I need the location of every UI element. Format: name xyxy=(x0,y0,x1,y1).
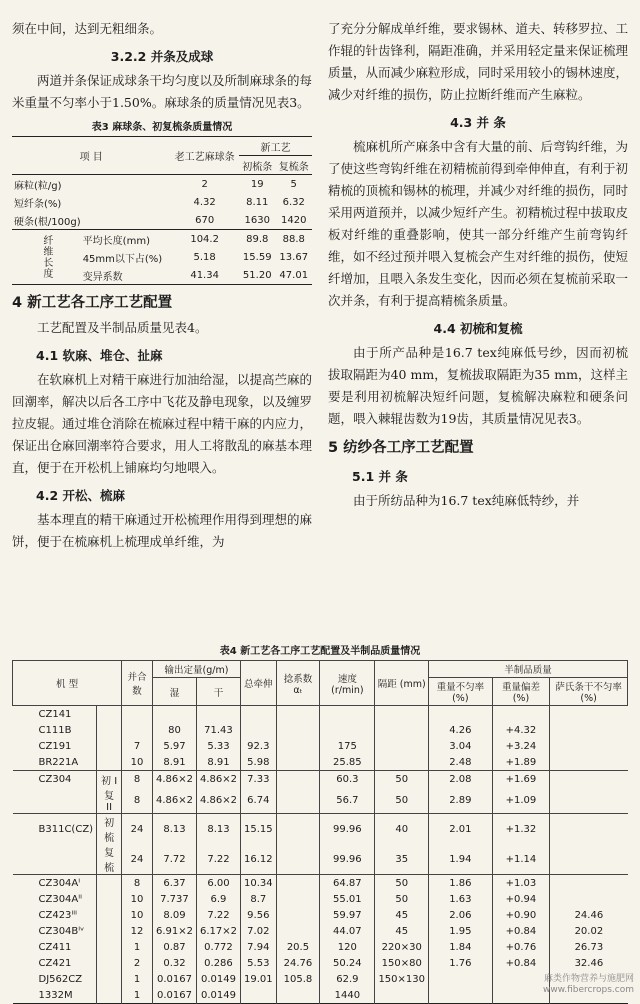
table-cell: 88.8 xyxy=(282,233,305,245)
table-cell: 6.91×2 xyxy=(152,923,196,939)
table-cell: 20.5 xyxy=(276,939,320,955)
table-cell: 8.7 xyxy=(240,891,276,907)
table-cell xyxy=(276,706,320,723)
table-cell: 104.2 xyxy=(190,233,219,245)
table-cell: CZ141 xyxy=(38,708,72,720)
table-cell xyxy=(375,722,429,738)
table-4-header-wet: 湿 xyxy=(152,678,196,706)
table-cell: 2.08 xyxy=(429,771,493,788)
table-cell: 60.3 xyxy=(320,771,375,788)
table-cell xyxy=(97,923,122,939)
table-3 xyxy=(12,136,312,285)
table-cell: 7.02 xyxy=(240,923,276,939)
table-cell: 55.01 xyxy=(320,891,375,907)
table-row xyxy=(13,971,628,987)
table-cell xyxy=(240,987,276,1004)
table-cell: 5 xyxy=(290,178,297,190)
table-row xyxy=(13,787,628,814)
table-cell: 40 xyxy=(375,814,429,845)
table-cell xyxy=(97,875,122,892)
table-row xyxy=(13,955,628,971)
table-cell: 10 xyxy=(122,907,153,923)
table-3-caption: 表3 麻球条、初复梳条质量情况 xyxy=(91,122,233,133)
table-4-header-gauge: 隔距 (mm) xyxy=(375,661,429,706)
table-cell: 2 xyxy=(201,178,208,190)
paragraph: 须在中间，达到无粗细条。 xyxy=(12,21,163,36)
table-cell xyxy=(550,771,628,788)
table-cell xyxy=(550,875,628,892)
table-cell: 50.24 xyxy=(320,955,375,971)
table-cell: 56.7 xyxy=(320,787,375,814)
right-column xyxy=(328,18,628,516)
table-3-header-new-final: 复梳条 xyxy=(275,156,312,175)
table-cell xyxy=(492,987,550,1004)
table-cell: 10 xyxy=(122,754,153,771)
table-cell: CZ423ᴵᴵᴵ xyxy=(38,909,77,921)
table-cell: 7.22 xyxy=(196,844,240,875)
table-row xyxy=(13,875,628,892)
table-cell: 24.76 xyxy=(276,955,320,971)
table-3-header-old: 老工艺麻球条 xyxy=(170,137,239,175)
table-cell: 1 xyxy=(122,987,153,1004)
table-cell: 2 xyxy=(122,955,153,971)
table-cell: 8.91 xyxy=(152,754,196,771)
table-cell: 0.772 xyxy=(196,939,240,955)
table-cell: 99.96 xyxy=(320,844,375,875)
table-cell: 16.12 xyxy=(240,844,276,875)
table-cell: +4.32 xyxy=(492,722,550,738)
table-row xyxy=(13,706,628,723)
table-cell xyxy=(97,706,122,723)
table-cell: 7.94 xyxy=(240,939,276,955)
table-cell: CZ304 xyxy=(13,771,97,788)
table-cell xyxy=(550,787,628,814)
table-row xyxy=(13,907,628,923)
table-cell xyxy=(375,987,429,1004)
table-cell: 5.53 xyxy=(240,955,276,971)
table-cell: +0.84 xyxy=(492,955,550,971)
table-cell: 26.73 xyxy=(550,939,628,955)
table-cell xyxy=(550,844,628,875)
table-3-header-new-initial: 初梳条 xyxy=(239,156,275,175)
watermark-line-2: www.fibercrops.com xyxy=(543,985,634,995)
table-cell: 6.9 xyxy=(196,891,240,907)
table-cell xyxy=(276,771,320,788)
table-row xyxy=(13,722,628,738)
table-cell xyxy=(276,923,320,939)
table-cell: 71.43 xyxy=(196,722,240,738)
table-cell xyxy=(320,706,375,723)
table-cell: 1.76 xyxy=(429,955,493,971)
table-cell: 19 xyxy=(250,178,264,190)
table-cell: 5.98 xyxy=(240,754,276,771)
table-cell: +3.24 xyxy=(492,738,550,754)
table-cell: 24.46 xyxy=(550,907,628,923)
table-cell: 5.18 xyxy=(193,251,216,263)
table-cell xyxy=(97,987,122,1004)
table-cell: +0.90 xyxy=(492,907,550,923)
table-cell xyxy=(492,971,550,987)
section-heading-4-2: 4.2 开松、梳麻 xyxy=(36,488,125,503)
table-cell: 3.04 xyxy=(429,738,493,754)
table-cell xyxy=(276,754,320,771)
table-cell xyxy=(492,706,550,723)
table-4-header-weight-deviation: 重量偏差 (%) xyxy=(492,678,550,706)
table-cell xyxy=(276,787,320,814)
table-row xyxy=(13,939,628,955)
paragraph: 了充分分解成单纤维，要求锡林、道夫、转移罗拉、工作辊的针齿锋利，隔距准确，并采用轻定量来保证梳理质量，从而减少麻粒形成，同时采用较小的锡林速度，减少对纤维的损伤，防止拉断纤维而产生麻粒。 xyxy=(328,21,629,102)
table-cell: 1 xyxy=(122,971,153,987)
table-cell: 平均长度(mm) xyxy=(82,235,150,247)
table-cell: +0.84 xyxy=(492,923,550,939)
table-cell: 初梳 xyxy=(97,814,122,845)
table-4-header-machine: 机 型 xyxy=(13,661,122,706)
table-cell: 2.89 xyxy=(429,787,493,814)
table-cell: 670 xyxy=(195,214,215,226)
table-cell: +0.76 xyxy=(492,939,550,955)
table-cell xyxy=(375,738,429,754)
table-cell xyxy=(276,814,320,845)
table-cell xyxy=(97,738,122,754)
section-heading-4-3: 4.3 并 条 xyxy=(450,115,506,130)
table-cell: 8 xyxy=(122,771,153,788)
table-row xyxy=(13,814,628,845)
paragraph: 梳麻机所产麻条中含有大量的前、后弯钩纤维，为了使这些弯钩纤维在初精梳前得到牵伸伸直，有利于初精梳的顶梳和锡林的梳理，并减少对纤维的损伤，同时采用两道预并，以减少短纤产生。初精梳过程中拔取皮板对纤维的重叠影响，使其一部分纤维产生前弯钩纤维，如不经过预并喂入复梳会产生对纤维的损伤，使短纤增加，且喂入条发生变化，因而必须在复梳前采取一次并条，有利于提高精梳条质量。 xyxy=(328,139,629,308)
table-cell xyxy=(97,939,122,955)
table-cell: BR221A xyxy=(38,756,79,768)
table-4-header-twist: 捻系数 αₜ xyxy=(276,661,320,706)
table-cell: +1.14 xyxy=(492,844,550,875)
table-cell: 8.91 xyxy=(196,754,240,771)
table-cell: 8 xyxy=(122,787,153,814)
table-cell: 2.48 xyxy=(429,754,493,771)
table-cell xyxy=(97,907,122,923)
table-cell xyxy=(240,706,276,723)
paragraph: 两道并条保证成球条干均匀度以及所制麻球条的每米重量不匀率小于1.50%。麻球条的质量情况见表3。 xyxy=(12,73,313,110)
table-cell: 0.32 xyxy=(152,955,196,971)
table-cell: 0.286 xyxy=(196,955,240,971)
table-cell xyxy=(276,891,320,907)
table-cell: 24 xyxy=(122,844,153,875)
table-group-label: 纤维长度 xyxy=(40,235,52,279)
table-cell xyxy=(276,722,320,738)
table-cell: 64.87 xyxy=(320,875,375,892)
table-cell: 15.15 xyxy=(240,814,276,845)
table-cell: 1630 xyxy=(244,214,270,226)
table-cell: 7.737 xyxy=(152,891,196,907)
table-row xyxy=(13,987,628,1004)
table-cell xyxy=(97,754,122,771)
table-cell xyxy=(122,706,153,723)
table-4-header-uster-evenness: 萨氏条干不匀率(%) xyxy=(550,678,628,706)
table-4-header-quality: 半制品质量 xyxy=(429,661,628,678)
table-row xyxy=(12,175,312,194)
table-cell xyxy=(276,907,320,923)
table-3-header-new: 新工艺 xyxy=(239,137,312,156)
table-cell: 4.86×2 xyxy=(196,771,240,788)
table-row xyxy=(13,738,628,754)
paragraph: 由于所产品种是16.7 tex纯麻低号纱，因而初梳拔取隔距为40 mm，复梳拔取隔距为35 mm，这样主要是利用初梳解决短纤问题，复梳解决麻粒和硬条问题，喂入棘辊齿数为19齿，其质量情况见表3。 xyxy=(328,345,628,426)
table-4-caption: 表4 新工艺各工序工艺配置及半制品质量情况 xyxy=(219,646,421,657)
table-cell: 1332M xyxy=(38,989,73,1001)
table-cell: 50 xyxy=(375,771,429,788)
table-cell xyxy=(429,706,493,723)
table-cell: 5.97 xyxy=(152,738,196,754)
table-cell xyxy=(276,844,320,875)
table-cell: 1440 xyxy=(320,987,375,1004)
table-cell: CZ304Bᴵᵛ xyxy=(38,925,85,937)
table-cell: CZ304Aᴵᴵ xyxy=(38,893,82,905)
table-cell xyxy=(375,754,429,771)
table-cell xyxy=(550,754,628,771)
table-cell: CZ421 xyxy=(38,957,72,969)
table-cell: 44.07 xyxy=(320,923,375,939)
table-cell: 0.0149 xyxy=(196,971,240,987)
table-cell xyxy=(13,844,97,875)
table-cell: 32.46 xyxy=(550,955,628,971)
table-cell: 47.01 xyxy=(279,269,309,281)
table-cell xyxy=(320,722,375,738)
section-heading-5: 5 纺纱各工序工艺配置 xyxy=(328,440,474,456)
table-cell: 6.17×2 xyxy=(196,923,240,939)
table-row xyxy=(13,771,628,788)
table-cell: 19.01 xyxy=(240,971,276,987)
table-cell: 20.02 xyxy=(550,923,628,939)
table-cell: 0.0167 xyxy=(152,971,196,987)
table-cell: 7.72 xyxy=(152,844,196,875)
table-cell: 120 xyxy=(320,939,375,955)
table-3-header-item: 项 目 xyxy=(12,137,170,175)
paragraph: 工艺配置及半制品质量见表4。 xyxy=(37,320,208,335)
table-cell xyxy=(97,722,122,738)
table-cell: 复梳 xyxy=(97,844,122,875)
table-cell: 89.8 xyxy=(246,233,269,245)
table-4-header-draft: 总牵伸 xyxy=(240,661,276,706)
table-cell: C111B xyxy=(38,724,72,736)
table-row xyxy=(12,230,312,249)
table-cell: 10.34 xyxy=(240,875,276,892)
paragraph: 由于所纺品种为16.7 tex纯麻低特纱，并 xyxy=(353,493,580,508)
table-cell xyxy=(429,987,493,1004)
table-cell: 7.22 xyxy=(196,907,240,923)
table-cell xyxy=(152,706,196,723)
table-cell: 51.20 xyxy=(242,269,272,281)
table-cell: 1420 xyxy=(281,214,307,226)
table-cell: 80 xyxy=(152,722,196,738)
table-cell xyxy=(550,706,628,723)
table-cell: 1 xyxy=(122,939,153,955)
table-cell: +1.09 xyxy=(492,787,550,814)
section-heading-4-1: 4.1 软麻、堆仓、扯麻 xyxy=(36,348,163,363)
table-4-body xyxy=(13,706,628,1004)
table-row xyxy=(12,211,312,230)
table-cell: 变异系数 xyxy=(82,271,123,283)
table-row xyxy=(13,844,628,875)
table-row xyxy=(13,754,628,771)
table-cell: +1.89 xyxy=(492,754,550,771)
table-cell: 12 xyxy=(122,923,153,939)
table-4-header-doubling: 并合数 xyxy=(122,661,153,706)
table-cell: 1.63 xyxy=(429,891,493,907)
table-row xyxy=(13,891,628,907)
table-cell: 13.67 xyxy=(279,251,309,263)
table-cell: 2.01 xyxy=(429,814,493,845)
table-cell: 0.0167 xyxy=(152,987,196,1004)
table-cell: 45 xyxy=(375,923,429,939)
table-cell: 复 II xyxy=(97,787,122,814)
table-cell: 24 xyxy=(122,814,153,845)
table-cell xyxy=(550,738,628,754)
table-3-body xyxy=(12,175,312,285)
table-cell xyxy=(550,722,628,738)
table-cell: CZ411 xyxy=(38,941,72,953)
table-4-header-weight-cv: 重量不匀率 (%) xyxy=(429,678,493,706)
table-cell xyxy=(276,738,320,754)
table-row xyxy=(12,193,312,211)
table-cell: 175 xyxy=(320,738,375,754)
table-cell xyxy=(122,722,153,738)
table-cell: 41.34 xyxy=(190,269,219,281)
table-cell: 6.74 xyxy=(240,787,276,814)
table-cell: 5.33 xyxy=(196,738,240,754)
table-cell: 初 I xyxy=(97,771,122,788)
table-cell: 92.3 xyxy=(240,738,276,754)
table-cell: 15.59 xyxy=(242,251,272,263)
table-cell xyxy=(429,971,493,987)
table-cell: CZ191 xyxy=(38,740,72,752)
table-4-container xyxy=(12,640,628,1004)
table-cell xyxy=(97,955,122,971)
table-cell: 8.13 xyxy=(152,814,196,845)
table-cell: B311C(CZ) xyxy=(13,814,97,845)
table-cell: 45mm以下占(%) xyxy=(82,253,163,265)
table-cell: 6.32 xyxy=(282,196,305,208)
table-cell: 50 xyxy=(375,787,429,814)
table-cell: DJ562CZ xyxy=(38,973,83,985)
table-cell: 1.94 xyxy=(429,844,493,875)
table-cell: 8.13 xyxy=(196,814,240,845)
table-cell xyxy=(550,814,628,845)
table-cell xyxy=(97,891,122,907)
table-cell: 150×80 xyxy=(375,955,429,971)
watermark xyxy=(543,974,634,996)
table-cell: CZ304Aᴵ xyxy=(13,875,97,892)
table-cell: 4.86×2 xyxy=(152,771,196,788)
paragraph: 在软麻机上对精干麻进行加油给湿，以提高苎麻的回潮率，解决以后各工序中飞花及静电现象，以及缠罗拉皮辊。通过堆仓消除在梳麻过程中精干麻的内应力，保证出仓麻回潮率符合要求，用人工将散乱的麻基本理直，便于在开松机上铺麻均匀地喂入。 xyxy=(12,372,313,475)
table-cell: 0.0149 xyxy=(196,987,240,1004)
table-cell xyxy=(196,706,240,723)
table-cell xyxy=(13,787,97,814)
table-cell: 1.95 xyxy=(429,923,493,939)
table-cell: 9.56 xyxy=(240,907,276,923)
table-cell: 25.85 xyxy=(320,754,375,771)
table-cell: 4.86×2 xyxy=(196,787,240,814)
table-cell: 6.37 xyxy=(152,875,196,892)
table-cell: 1.84 xyxy=(429,939,493,955)
table-cell: +1.32 xyxy=(492,814,550,845)
table-4-header-dry: 干 xyxy=(196,678,240,706)
table-cell: 50 xyxy=(375,891,429,907)
table-4-header-speed: 速度 (r/min) xyxy=(320,661,375,706)
table-cell: 220×30 xyxy=(375,939,429,955)
table-cell xyxy=(276,987,320,1004)
section-heading-5-1: 5.1 并 条 xyxy=(352,469,408,484)
section-heading-4: 4 新工艺各工序工艺配置 xyxy=(12,295,173,311)
table-cell xyxy=(375,706,429,723)
section-heading-3-2-2: 3.2.2 并条及成球 xyxy=(110,49,214,64)
table-4 xyxy=(12,660,628,1004)
table-cell: 35 xyxy=(375,844,429,875)
table-cell: 短纤条(%) xyxy=(14,198,62,210)
table-cell: 硬条(根/100g) xyxy=(14,216,81,228)
table-cell: 6.00 xyxy=(196,875,240,892)
table-cell: 50 xyxy=(375,875,429,892)
table-cell xyxy=(276,875,320,892)
table-cell: +1.69 xyxy=(492,771,550,788)
table-cell: 99.96 xyxy=(320,814,375,845)
table-cell: 2.06 xyxy=(429,907,493,923)
table-cell: 0.87 xyxy=(152,939,196,955)
table-cell xyxy=(550,891,628,907)
table-cell: 7.33 xyxy=(240,771,276,788)
table-cell: 麻粒(粒/g) xyxy=(14,180,62,192)
table-cell: +1.03 xyxy=(492,875,550,892)
watermark-line-1: 麻类作物营养与施肥网 xyxy=(543,974,634,984)
table-cell: 150×130 xyxy=(375,971,429,987)
table-cell: 1.86 xyxy=(429,875,493,892)
table-cell: 4.32 xyxy=(193,196,216,208)
table-cell: 8.09 xyxy=(152,907,196,923)
paragraph: 基本理直的精干麻通过开松梳理作用得到理想的麻饼，便于在梳麻机上梳理成单纤维，为 xyxy=(12,512,313,549)
table-cell: 105.8 xyxy=(276,971,320,987)
table-cell: 4.26 xyxy=(429,722,493,738)
table-cell: 59.97 xyxy=(320,907,375,923)
table-cell xyxy=(97,971,122,987)
left-column xyxy=(12,18,312,557)
table-cell: 7 xyxy=(122,738,153,754)
table-4-header-output: 输出定量(g/m) xyxy=(152,661,240,678)
table-cell: 10 xyxy=(122,891,153,907)
section-heading-4-4: 4.4 初梳和复梳 xyxy=(433,321,523,336)
table-cell: +0.94 xyxy=(492,891,550,907)
table-cell: 8 xyxy=(122,875,153,892)
table-cell: 45 xyxy=(375,907,429,923)
table-cell xyxy=(240,722,276,738)
table-cell: 8.11 xyxy=(246,196,269,208)
table-row xyxy=(13,923,628,939)
table-cell: 62.9 xyxy=(320,971,375,987)
table-cell: 4.86×2 xyxy=(152,787,196,814)
